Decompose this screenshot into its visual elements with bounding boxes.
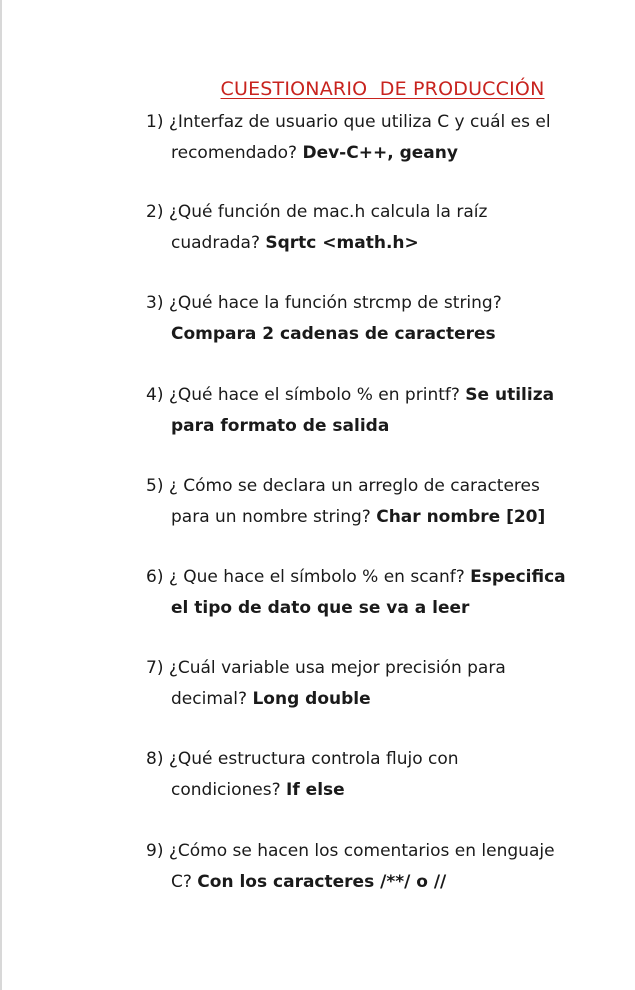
answer: Compara 2 cadenas de caracteres <box>171 324 496 344</box>
question-8 <box>146 744 626 806</box>
question-line-2 <box>146 228 626 259</box>
answer: para formato de salida <box>171 416 390 436</box>
question-text: 9) ¿Cómo se hacen los comentarios en lenguaje <box>146 841 555 861</box>
answer: Sqrtc <math.h> <box>265 233 419 253</box>
page-edge <box>0 0 2 990</box>
question-3 <box>146 288 626 350</box>
question-line-2 <box>146 319 626 350</box>
question-line-2 <box>146 593 626 624</box>
question-line-2 <box>146 411 626 442</box>
question-1 <box>146 107 626 169</box>
answer-start: Se utiliza <box>465 385 555 405</box>
answer: Con los caracteres /**/ o // <box>197 872 447 892</box>
question-text: 7) ¿Cuál variable usa mejor precisión para <box>146 658 506 678</box>
answer: el tipo de dato que se va a leer <box>171 598 470 618</box>
page-title: CUESTIONARIO DE PRODUCCIÓN <box>220 78 545 100</box>
question-line-2 <box>146 502 626 533</box>
question-text-cont: condiciones? <box>171 780 287 800</box>
question-6 <box>146 562 626 624</box>
question-2 <box>146 197 626 259</box>
question-text-cont: para un nombre string? <box>171 507 377 527</box>
question-text: 3) ¿Qué hace la función strcmp de string? <box>146 293 502 313</box>
question-text: 2) ¿Qué función de mac.h calcula la raíz <box>146 202 488 222</box>
question-text: 5) ¿ Cómo se declara un arreglo de caracteres <box>146 476 540 496</box>
question-7 <box>146 653 626 715</box>
answer-start: Especifica <box>470 567 566 587</box>
question-text: 8) ¿Qué estructura controla flujo con <box>146 749 459 769</box>
question-text-cont: C? <box>171 872 198 892</box>
question-4 <box>146 380 626 442</box>
answer: Dev-C++, geany <box>302 143 458 163</box>
question-9 <box>146 836 626 898</box>
question-line-2 <box>146 684 626 715</box>
question-text-cont: decimal? <box>171 689 253 709</box>
question-line-2 <box>146 138 626 169</box>
question-5 <box>146 471 626 533</box>
question-text: 6) ¿ Que hace el símbolo % en scanf? <box>146 567 471 587</box>
question-text: 1) ¿Interfaz de usuario que utiliza C y cuál es el <box>146 112 551 132</box>
question-text-cont: recomendado? <box>171 143 303 163</box>
answer: If else <box>286 780 345 800</box>
question-line-2 <box>146 867 626 898</box>
question-line-2 <box>146 775 626 806</box>
question-text: 4) ¿Qué hace el símbolo % en printf? <box>146 385 466 405</box>
answer: Char nombre [20] <box>376 507 546 527</box>
answer: Long double <box>252 689 371 709</box>
question-text-cont: cuadrada? <box>171 233 266 253</box>
